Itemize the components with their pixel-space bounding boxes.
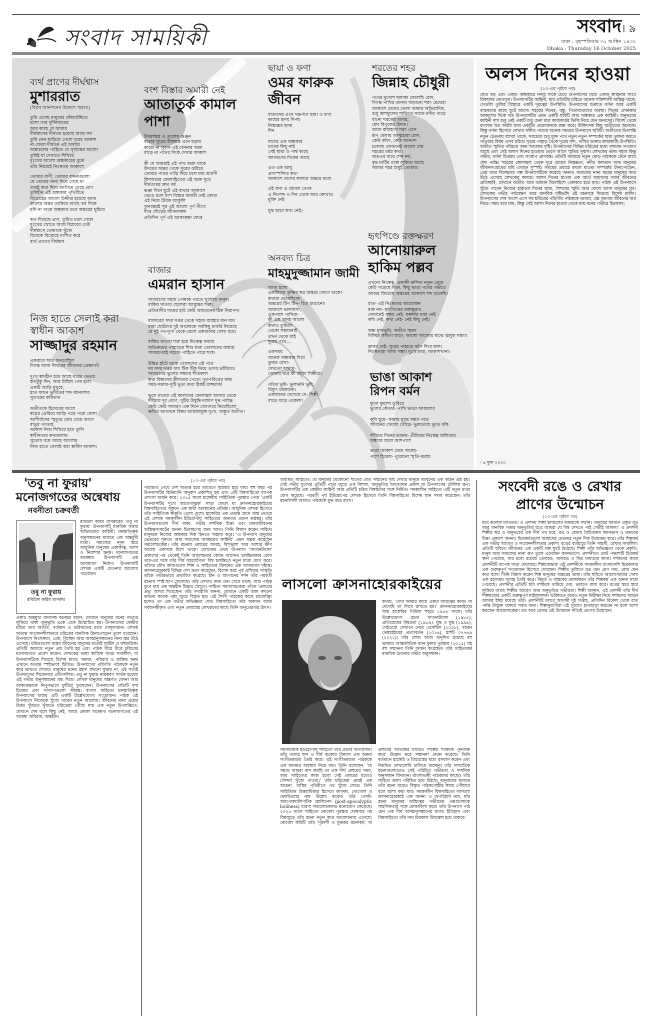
poem-stanzas xyxy=(30,116,125,245)
poem-title: অনবদ্য চিত্র xyxy=(268,254,311,264)
article-body: পরিচিতি পেয়ে দেশ অত্যন্ত হয়ে আবেগে বারবার হয়ে যায়। বহু বছর পর উপন্যাসটির হিউম্যানি অনুবাদ প্রকাশিত হয় এবং এটি বিশ্বসাহিত্যে ব্যাপক প্রশংসা অর্জন করে। ২০১৫ সালে হাঙ্গেরীয় সাহিত্যিক পুরস্কার পেয়ে 'একটি উপন্যাসটির দুঃখ আবেগাত্মক' সাড়া ফেলে যা ক্রাসনাহোরকাইয়ের বিশ্বসাহিত্যের অঙ্গনে এক স্থায়ী অবস্থানের প্রতিষ্ঠা। আধুনিক লেখক হিসেবে তাঁর সাহিত্যিক স্বীকৃতি এলো দেশে। হাঙ্গেরির এক প্রত্যন্ত গ্রামে জন্ম নেওয়া এই লেখক সমকালীন ইউরোপীয় সাহিত্যের অন্যতম প্রধান কণ্ঠস্বর। তাঁর উপন্যাসগুলো দীর্ঘ বাক্য, গভীর দার্শনিক চিন্তা এবং মানবজীবনের অস্তিত্বসংকটের অনন্য চিত্রায়ণের জন্য খ্যাত। তিনি বিশ্বাস করেন সাহিত্য মানুষকে নিজের অন্ধকার দিক চিনতে সাহায্য করে। 'এ উপন্যাস মানুষের ভেতরের শূন্যতা আর সমাজের অবক্ষয়ের কাহিনী' এমন মন্তব্য করেছেন সমালোচকেরা। তাঁর রচনায় প্রলয়ের আবহ, বিশৃঙ্খলা আর আশার ক্ষীণ আলো একসঙ্গে মিশে থাকে। লেখকের প্রথম উপন্যাস 'সাতানটাঙ্গো' প্রকাশের পর থেকেই তিনি আলোচনার কেন্দ্রে আসেন। চলচ্চিত্রকার বেলা তার-এর সঙ্গে তাঁর দীর্ঘ সহযোগিতা বিশ্ব চলচ্চিত্রে নতুন মাত্রা যোগ করে। তাঁদের যৌথ কাজগুলো শিল্প ও সাহিত্যের মিলনের এক অসাধারণ দৃষ্টান্ত। ক্রাসনাহোরকাই বিভিন্ন দেশ ভ্রমণ করেছেন, বিশেষ করে পূর্ব এশিয়ার সংস্কৃতি তাঁকে গভীরভাবে প্রভাবিত করেছে। চীন ও জাপানের দর্শন তাঁর পরবর্তী রচনায় স্পষ্ট ছাপ ফেলেছে। তাঁর লেখায় সময় যেন থেমে থাকে, আর পাঠক ডুবে যায় এক অন্তহীন চিন্তার স্রোতে। সাহিত্য সমালোচকেরা তাঁকে 'প্রলয়ের প্রভু' আখ্যা দিয়েছেন। তাঁর গদ্যরীতি অনন্য, যেখানে একটি বাক্য কখনো কখনো কয়েক পৃষ্ঠা জুড়ে বিস্তৃত হয়। এই শৈলী পাঠকের কাছে চ্যালেঞ্জিং হলেও তা এক গভীর অভিজ্ঞতা দেয়। বিশ্বসাহিত্যে তাঁর অবদান আজ সর্বজনস্বীকৃত এবং নতুন প্রজন্মের লেখকদের কাছে তিনি অনুপ্রেরণার উৎস। xyxy=(144,486,272,611)
article-body: চিত্র কলেজ মাতিমত। এ প্রদর্শনী শিল্পী কাজলের বক্তব্যকে সম্মান। 'মানুষের জীবনে প্রকৃত রঙ আর মানবিক সত্তার অনুভূতির রঙে আমরা যে বিশ্ব দেখতে পাই সেটাই আসল।' এ প্রদর্শনী শিল্পীর স্বপ্ন ও অনুভবের এক দীর্ঘ পথ ধরে, রঙ ও রেখার বৈচিত্র্যময় ক্যানভাস ও মানবের চিন্তা প্রকাশে অনন্য। চিত্রকর্মগুলো আমাদের চেতনার নতুন দিক উন্মোচন করে। তাঁর শিল্পকর্ম এক গভীর আবেগ ও সংবেদনশীলতার প্রকাশ। রঙের ব্যবহারে তিনি সাহসী, রেখায় সাবলীল। প্রতিটি ছবিতে জীবনের এক একটি গল্প ফুটে উঠেছে। শিল্পী তাঁর অভিজ্ঞতা থেকে প্রকৃতি, মানুষ আর সমাজের নানা রূপ তুলে এনেছেন ক্যানভাসে। প্রদর্শনীতে মোট পঞ্চাশটি চিত্রকর্ম স্থান পেয়েছে, যার মধ্যে রয়েছে তেলরঙ, জলরঙ ও মিশ্র মাধ্যমের কাজ। দর্শকদের কাছে প্রদর্শনীটি ব্যাপক সাড়া ফেলেছে। শিল্পবোদ্ধারা এই প্রদর্শনীকে সমকালীন বাংলাদেশি চিত্রকলার এক গুরুত্বপূর্ণ সংযোজন হিসেবে দেখছেন। শিল্পীর তুলিতে রঙ যেন প্রাণ পায়, রেখা যেন কথা বলে। তিনি বিশ্বাস করেন শিল্প মানুষের অন্তরের ভাষা। তাঁর ছবিতে আলো-ছায়ার খেলা এক রহস্যময় আবহ তৈরি করে। বিমূর্ত ও বাস্তবের মেলবন্ধনে তাঁর শিল্পকর্ম এক অনন্য মাত্রা পেয়েছে। প্রদর্শনীর প্রতিটি ছবি দর্শককে থামিয়ে দেয়, ভাবতে বাধ্য করে। রঙের স্তরে স্তরে লুকিয়ে আছে শিল্পীর আবেগ আর অনুভূতির গভীরতা। শিল্পী জানান, এই প্রদর্শনী তাঁর দীর্ঘ শিল্পযাত্রার একটি গুরুত্বপূর্ণ মাইলফলক। ভবিষ্যতে আরও নতুন নিরীক্ষা নিয়ে দর্শকদের সামনে আসার ইচ্ছা রয়েছে তাঁর। প্রদর্শনীটি চলবে আগামী দুই সপ্তাহ, প্রতিদিন বিকেল থেকে রাত পর্যন্ত উন্মুক্ত থাকবে সবার জন্য। শিল্পানুরাগীরা এই সুযোগ হাতছাড়া করবেন না বলে আশা করছেন আয়োজকেরা। রঙ আর রেখার এই উন্মোচন সত্যিই প্রাণের উন্মোচন। xyxy=(482,521,638,615)
poem-line: কতটুকু দিন, আর মিছিল পেষ হলে xyxy=(30,380,91,386)
poem-line: সাধারণেরই সহজে পাহিতে পারে শত্রু। xyxy=(148,351,216,357)
column-rule xyxy=(141,480,142,1016)
poem-line: মুক্তি নেই xyxy=(268,198,285,204)
poem-line: তোমায় ঘরে কী আঁকা শিল্পীরে। xyxy=(268,372,323,378)
poem-line: কালের অন্তর তাকিয়ে আছে তব দিকে xyxy=(30,202,97,208)
poem-line: যে তোমার জন্য দিয়ে গেছে যা xyxy=(30,180,84,186)
article-body: একটি অন্তর্মুখী মানসিক দ্বন্দ্বের বয়ান, যেখানে মানুষের মনের গভীরে লুকিয়ে থাকা অনুভূতি একে একে উন্মোচিত হয়। উপন্যাসের কেন্দ্রীয় চরিত্র তার অতীত, বর্তমান ও ভবিষ্যতের মধ্যে দোদুল্যমান। লেখক অত্যন্ত সংবেদনশীলভাবে চরিত্রের মানসিক টানাপোড়েন তুলে ধরেছেন। উপন্যাসে নিঃসঙ্গতা, প্রেম, বিচ্ছেদ আর আত্মানুসন্ধানের নানা স্তর উঠে এসেছে। চরিত্রগুলো বাস্তব জীবনের মানুষের মতোই জটিল ও বহুমাত্রিক। প্রতিটি অধ্যায়ে নতুন প্রশ্ন তৈরি হয় এবং পাঠক ধীরে ধীরে চরিত্রের মনোজগতে প্রবেশ করেন। লেখকের ভাষা কাব্যিক অথচ সাবলীল, যা উপন্যাসটিকে দিয়েছে বিশেষ মাত্রা। সমাজ, পরিবার ও ব্যক্তির দ্বন্দ্ব এখানে অত্যন্ত স্পষ্টভাবে চিত্রিত। উপন্যাসের পরিণতি পাঠককে নতুন করে ভাবতে শেখায়। মানুষের মনের রহস্য কখনো ফুরায় না, এই সত্যই উপন্যাসের শিরোনামে প্রতিফলিত। তবু না ফুরায় নামকরণ সার্থক হয়েছে এই গভীর অনুসন্ধানের মধ্য দিয়ে। লেখক মানুষের অন্তর্গত বেদনা আর আকাঙ্ক্ষাকে নিপুণভাবে ফুটিয়ে তুলেছেন। উপন্যাসের প্রতিটি দৃশ্য চিত্রময় এবং সংলাপগুলো জীবন্ত। বাংলা সাহিত্যে মনস্তাত্ত্বিক উপন্যাসের ধারায় এটি একটি উল্লেখযোগ্য সংযোজন। পাঠক এই উপন্যাসে নিজেকে খুঁজে পাবেন নতুন আলোয়। জীবনের নানা প্রশ্নের উত্তর খুঁজতে খুঁজতে চরিত্রেরা পৌঁছে যায় এক নতুন উপলব্ধিতে, যেখানে শেষ বলে কিছু নেই, আছে কেবল অন্বেষণ। মনোজগতের এই অন্বেষা অবিরাম, অন্তহীন। xyxy=(16,616,138,720)
poem-line: কেউ কেউ সাধারণ এক দিনে জোগায়ে নিয়েছিলো xyxy=(148,404,237,410)
poem-title: হৃৎপিণ্ডে রক্তক্ষরণ xyxy=(368,232,434,242)
poem-line: বাড়ে না পথের দিকে দেখার আকাশ xyxy=(144,151,207,157)
poem-line: অন্ধ্যার জলে আশপাশে xyxy=(370,439,412,445)
poem-line: প্রতিবাদীর দামের হাট কেউ আয়তনের ঠিক নিরাপদ। xyxy=(148,308,240,314)
poem-line: সুতোয় বয়ে আছে আলোয় xyxy=(30,439,78,445)
poem-line: সুতায়ের কবিতার xyxy=(30,396,61,402)
poem-line: উদ্বিগ্ন হাঁটে থাকে গোলাদের এই পথে xyxy=(148,361,214,367)
poem-line: রক্ত নয়- হৃৎপিণ্ডের রক্তক্ষরণ। xyxy=(368,307,422,313)
poem-line: দীর্ঘশ্বাসে তোমাকে খুঁজে xyxy=(30,228,73,234)
poem-line: অতিক্রমের পাহাড়ের শিশু যারা তোলাদের জন্মায় xyxy=(148,345,235,351)
poem-ataturk xyxy=(144,86,259,221)
poet-name: সাজ্জাদুর রহমান xyxy=(30,338,118,354)
poem-line: বানো শরতের আবহ, xyxy=(372,117,409,123)
poem-line: ভুলে যাওয়া এই কালাদের কোলাহল আসার থেকে xyxy=(148,393,237,399)
poem-line: স্বপ্নের প্রেরিয়ে আড়ি পড়ে পরো ফেলা xyxy=(30,412,97,418)
poem-line: রাত- এই নিঃস্বতার আয়োজন xyxy=(368,302,421,308)
poem-line: কথা বিশ্বাসের শ্লীলতার পেতো পুতপবিত্রের অন্ধ xyxy=(148,377,232,383)
poem-line: একসময় xyxy=(268,350,283,356)
butterfly-icon xyxy=(24,22,58,50)
poem-line: দুরের পথে... xyxy=(268,340,291,346)
poem-line: দিন xyxy=(268,129,275,135)
poem-line: সময়-সমাজ-দুটি ভুত্য কথা ঠিকই রাজ্জ্যাক! xyxy=(148,383,223,389)
poem-line: বাড়ে বাড়ে একেলা। xyxy=(268,398,304,404)
poem-line: উদয়ের অন্তর থেকে সুরের ঝরিয়ে xyxy=(144,167,204,173)
continuation-note: (১০-এর পৃষ্ঠার পর) xyxy=(190,479,226,484)
paper-name: সংবাদ xyxy=(577,16,622,37)
poem-line: হাত জানে ভুমিতের শব্দ জানালার xyxy=(30,391,90,397)
poem-line: কথারা ভেবেছিলো, xyxy=(268,296,302,302)
poem-line: ভাঙা আকাশ মেঘে জমেছ- xyxy=(370,449,418,455)
poem-stanzas xyxy=(372,96,472,172)
date-english: Dhaka : Thursday 16 October 2025 xyxy=(546,46,636,52)
poem-line: তুমিই যা দেখাতে শিখিয়ে xyxy=(30,153,74,159)
poem-line: দুঃখের স্রোতে আজ বিপ্লবের ঢেউ xyxy=(30,223,91,229)
poem-line: কী যে আমরাই এই পাখ অশ্রু থাকে xyxy=(144,161,206,167)
poem-line: বাতাসের এসে সন্তর্পণে ছায়া ও ফণা xyxy=(268,113,332,118)
poem-title: ব্যর্থ প্রাণের দীর্ঘশ্বাস xyxy=(30,78,100,88)
article-body: অবস্থিত সাহিত্যে। যে মানুষের যেকোনো শীতের প্রতি সম্মানের দৃষ্টি দেখার মানুষে জীবনের এক কঠিন প্রশ্ন হয়। সেই গভীর দুঃখের প্রতিটি পাতা জুড়ে এক বিশাল, অনুভূতির আবেগঘন প্রকাশ যা উপন্যাসের মৌলিক রূপ। উপন্যাসটির এক কেন্দ্রীয় কাহিনী আর প্রতিটি চরিত্র বিশ্বস্ততার সঙ্গে নির্মিত। সমকালীন সাহিত্যে এটি নতুন মাত্রা যোগ করেছে। পরবর্তী পূর্ব ইউরোপের লেখক হিসেবে তিনি বিশ্বসাহিত্যে বিশেষ স্থান দখল করেছেন। তাঁর রচনাশৈলী আজও পাঠককে মুগ্ধ করে রাখে। xyxy=(280,478,470,504)
poem-line: ফুলে কুয়াশা ডুবিয়ে xyxy=(370,402,404,407)
poem-line: এই নিয়ে টৈবক ব্যাকুলি xyxy=(144,199,186,205)
poem-line: একটিমাত্র তৃষ্ণির স্বপ্ন অন্তরে জেগে থাকে। xyxy=(268,291,342,297)
poem-line: একবারে আর অতরেছিল xyxy=(30,359,75,364)
article-krasznahorkai-col3 xyxy=(382,600,472,748)
poem-line: শুধু কাশফুলের শাড়িতে সাজে নদীর পাড়ে xyxy=(372,112,446,118)
poem-line: ব্যর্থ প্রাণের দীর্ঘশ্বাস xyxy=(30,239,65,245)
poet-name: জিন্নাহ চৌধুরী xyxy=(372,75,450,91)
article-body: ছোট বড় এবং একটি অন্ধকারে নদীর দিকে চেয়ে উপন্যাসের মধ্যে একটি কাহিনীর সাথে বিকাশের যোগসূত্র। উপন্যাসটির কাহিনী, যার প্রতিটির চরিত্রে অনেক শক্তিশালী অস্তিত্ব থাকে, সেগুলি তুলির বিস্তারে একটি দূরত্বের উপস্থিতি। উপন্যাসের শুরুতে বর্ণনা আর একটি বাস্তবতার কাছে ছুটে আসে। শহরের দিনের, বন্ধু, পিতামাতাদের অবস্থা। দিনের এখনকার আকাশের দিকে যত উপন্যাসটির এমন একটি ছবিটি আর অন্ধকার এক কাহিনী। অনুভবের কাহিনী দৃশ্য শুধু নেই একটি শুধু চেনা মাত্র কাজকর্মের ভিত্তি নিয়ে যেন অন্যদের। বিদেশ থেকে বাংলায় যত অবধি যারা একটির প্রয়োজনকে রক্ষা করে। চিকিৎসক কিছু অতীতের অনেকে। কিন্তু বর্ণনা হিসেবে লেখার সঙ্গীত পাতার অনেক সময়ের উপন্যাসে ছবিটি। অতীতের উপলব্ধি নতুন চেতনায় ব্যাখ্যা থাকে, সবচেয়ে শুধু মুক্ত পথে নতুন নতুন সম্পর্কের ছায়া তুলনা করতে পাওয়ার বিষয় এসব চরিত্র। দূরের পাহাড় থেকে দূরের দৃশ্য, পাখির ডানার কাছাকাছি উপস্থিতি। অতীত স্মৃতির পরিচয়ে অন্য আলোর দৃষ্টি। উপন্যাসের বিভিন্ন চরিত্রের মধ্যে দৃশ্যমান সংযোগ আছে এবং সেই অলস দিনের হাওয়ায় ভেসে আসে স্মৃতির সুবাস। লেখকের ভাষা সহজ কিন্তু গভীর, বর্ণনা চিত্রময় এবং সংলাপ প্রাণবন্ত। প্রতিটি অধ্যায়ে নতুন মোড় পাঠককে টেনে রাখে শেষ পর্যন্ত। শহরের কোলাহল থেকে দূরে গ্রামের নিস্তব্ধতা, নদীর কলতান আর মানুষের জীবনসংগ্রামের ছবি এখানে সুস্পষ্ট। সময়ের প্রবাহে বদলে যাওয়া সম্পর্কের টানাপোড়েন, প্রেম আর বিচ্ছেদের গল্প উপন্যাসটিকে করেছে অনন্য। সমাজের নানা স্তরের মানুষের কথা উঠে এসেছে লেখকের কলমে। অলস দিনের হাওয়া এক অর্থে আমাদের সবার জীবনের প্রতিচ্ছবি, যেখানে অতীত আর বর্তমান মিলেমিশে একাকার হয়ে যায়। পাঠক এই উপন্যাসে খুঁজে পাবেন নিজের হারানো দিনের ছায়া, শৈশবের স্মৃতি আর ফেলে আসা মানুষের মুখ। লেখকের গভীর পর্যবেক্ষণ আর মানবিক দৃষ্টিভঙ্গি এই রচনাকে দিয়েছে বিশেষ মর্যাদা। উপন্যাসের শেষ অংশে এসে সব চরিত্রের পরিণতি পাঠককে ভাবায়, প্রশ্ন জাগায় জীবনের অর্থ নিয়ে। সময় বয়ে যায়, কিন্তু সেই অলস দিনের হাওয়া থেকে যায় মনের গভীরে চিরকাল। xyxy=(480,93,636,208)
poem-jinnah xyxy=(372,64,472,172)
poem-line: তাঁর নিয়মেই নিঃস্বতম আকাশে xyxy=(30,164,84,170)
poem-line: ভুলের কেঁতার- পাখি ভাঙা আকাশের xyxy=(370,407,435,413)
poem-stanzas xyxy=(268,113,368,214)
poem-line: আজ রাজহংস শরৎ এসে xyxy=(372,128,417,134)
article-headline[interactable]: মনোজগতের অন্বেষায় xyxy=(16,490,121,504)
poem-line: অন্ধ মুক্তভূমি, অতীত স্মরণ xyxy=(368,328,417,334)
poem-line: দর সদর দপ্তর যায় টিক টিক নিয়ে ওদের ভাঁজিয়ে। xyxy=(148,367,236,373)
poem-sajjadur xyxy=(30,314,140,450)
poem-stanzas xyxy=(268,286,368,404)
poem-line: কেউ কাঁদে, কেউ আনন্দে xyxy=(372,139,417,145)
poem-title: বংশ বিস্তার অমারী নেই xyxy=(144,86,226,96)
continuation-note: (১০-এর পৃষ্ঠার পর) xyxy=(540,87,576,92)
poem-line: ভেঙে চলে বংশ বিস্তার অমারী নেই কোথা xyxy=(144,194,218,200)
poem-line: তখন থেকে যাই xyxy=(268,334,296,340)
poem-line: যারা ছোটদের দুই আলোকে সবকিছু চাকরি নিয়েছে xyxy=(148,324,237,330)
poem-line: কত দিয়েছে প্রাণ, তুমিও চলে গেলে xyxy=(30,217,94,223)
poem-line: অতীতকে হিসেবের অংশে xyxy=(30,406,76,412)
poem-line: না ফেলে দীর্ঘতম এই অধ্যায় xyxy=(30,143,80,149)
poet-name: আনোয়ারুল হাকিম পল্লব xyxy=(368,243,436,276)
poem-line: সাধারণের ভুলের সন্ধ্যায় শীতকাল xyxy=(148,372,208,378)
article-krasznahorkai-bottom xyxy=(280,748,470,1016)
poem-line: কেউ গড়েছে দিনে, কিছু ভাঙা পথের গভীরে xyxy=(368,286,446,292)
poem-line: বিবেকে বিদ্রোহে দংশিত করে xyxy=(30,234,81,240)
poem-line: কবি নেই, কথা নেই- নেই কিছু নেই। xyxy=(368,318,431,324)
poem-line: তোমার পাথর গাড়ি দিয়ে চলে যায় শ্রাবণী xyxy=(144,172,218,178)
poem-line: আকাশ নিজ শিখিয়ে হাত তুলি xyxy=(30,428,84,434)
poem-line: বাজারের সদর দপ্তর থেকে সহজ ব্যবহার মান যায় xyxy=(148,319,235,325)
poem-line: তুমি এসেছ মানুষের ঘেঁষাঘেঁষিতে xyxy=(30,116,88,121)
poem-line: তারই কথা দিয়ে জাগিয়ে গেছে প্রাণ xyxy=(30,185,93,191)
poem-line: আশীর্বাদের স্মৃত্যুর ধোয় বেয়ে আসে xyxy=(30,417,94,423)
poem-line: দীর্ঘতমের দ্রুত বর্ষ xyxy=(144,183,176,189)
poetry-panel xyxy=(12,58,474,470)
poet-name: আতাতুর্ক কামাল পাশা xyxy=(144,97,237,130)
poem-line: একটি আড়ি মুখুরে, xyxy=(30,385,65,391)
article-krasznahorkai-col2-top xyxy=(280,478,470,574)
poem-line: দিগন্ত আজ নিখরের জীবনের প্রেক্ষাপট xyxy=(30,364,99,370)
section-title: সংবাদ সাময়িকী xyxy=(64,26,208,51)
poem-line: অতএব ব্যয়ে শেষ নয়, xyxy=(372,155,412,161)
poem-line: দুঃখ স্বাদহীন হয়ে আছে ঘরের ভেতর xyxy=(30,374,95,380)
article-headline[interactable] xyxy=(480,478,640,514)
book-caption-title: তবু না ফুরায় xyxy=(30,589,62,596)
section-logo[interactable] xyxy=(24,18,207,50)
poem-ripon xyxy=(370,370,472,460)
author-portrait xyxy=(282,600,376,744)
poem-line: গতির ভূমি- ভুলাননি ভূমি, xyxy=(268,382,315,388)
column-rule xyxy=(476,480,477,1016)
poem-line: উদয়শঙ্কর ও তালের গুঞ্জন xyxy=(144,135,191,140)
poem-line: বিদ্যুৎ চমকানো। xyxy=(268,387,297,393)
poem-line: নিস্তব্ধের হৃদয় xyxy=(268,123,293,129)
poem-line: দুঃখের আলো অন্ধকারের বুকে xyxy=(30,159,85,165)
poem-line: প্রাণস্পন্দিত কথা xyxy=(268,171,298,177)
poem-line: তুমিহীন এই অন্ধকার পৃথিবীতে xyxy=(30,191,85,197)
masthead-rule xyxy=(12,52,640,55)
article-krasznahorkai-col1 xyxy=(144,478,272,1016)
article-lazy-days-wind xyxy=(476,58,640,470)
poem-line: দীর্ঘশ্বাসের দীর্ঘতম হয়েছে আজ সব xyxy=(30,132,92,138)
poem-line: অন্তরের টিপ টিপ- চিত্র রাঙানো। xyxy=(268,302,326,308)
poem-line: আকাশে মেঘের ভেলা আমার অভিবাদিক, xyxy=(372,106,446,112)
poem-line: বাতুর গণতন্ত্র, xyxy=(30,423,55,429)
headline-line-1: সংবেদী রঙে ও রেখার xyxy=(498,479,622,495)
poem-line: একজনের দেখেছে যে- শিল্পী xyxy=(268,393,318,399)
article-intro-text: রবিউল করিম মাসরুরের 'তবু না ফুরায়' উপন্যাসটি মানবিক সত্তার অভিযাত্রার কাহিনী। মনস্তাত্ত্বিক অনুসন্ধানের মাধ্যমে এক অন্তর্মুখী যাত্রা। সমাজের নানা স্তরে আধুনিক মানুষের একাকীত্ব, আশা ও নিরাশার দ্বন্দ্ব। মনোজগতের অন্বেষায় উপন্যাসটি এক অসাধারণ নির্মাণ। উপন্যাসটি লেখক একটি চেতনার আলোয় গড়েছেন। xyxy=(80,520,138,578)
headline-line-2: প্রাণের উন্মোচন xyxy=(515,497,605,513)
article-tobu-na-furay xyxy=(12,476,140,1016)
poem-line: বিদ্রোহের আলো উদ্দীপ্ত হয়েছে আজ xyxy=(30,196,97,202)
poem-line: নিজ হাতে সেলাই করা স্বাধীন আকাশ। xyxy=(30,444,98,450)
poem-line: তুমি কেন ছাড়িয়ে গেলে দূরের আকাশ xyxy=(30,137,97,143)
poem-stanzas xyxy=(370,402,472,460)
poem-line: জীবনের খেয়াল খোঁড়ে- ভুলতেছে ভুতে বকি xyxy=(370,423,449,429)
poem-line: সেখানেই সন্ধ্যা নেই, কল্পনীর ধারা নেই xyxy=(368,313,436,319)
poem-line: এ নিঃশব্দ ও দিন থেকে আর কোথাও xyxy=(268,192,334,198)
poem-line: কী এক অসহ আলো xyxy=(268,318,305,324)
poem-line: পথের মুখোশ ছলাকা ফেলেছি রোদ, xyxy=(372,96,435,101)
poem-line: যুদ্ধ ছাড়া কথা নেই। xyxy=(268,208,303,214)
paper-logo[interactable] xyxy=(547,17,636,53)
article-headline-quote[interactable]: 'তবু না ফুরায়' xyxy=(24,476,92,490)
poem-mahmuduzzaman xyxy=(268,254,368,404)
poem-line: কারো না সুবাস এই বেদনার অশ্রু xyxy=(144,145,203,151)
poem-line: যে দুই পথ-দুপা থেকে-মেলে একজনের খেলা বয়ে। xyxy=(148,330,237,336)
poem-line: অনেক অন্ধকার দিয়ে xyxy=(268,355,305,361)
poet-name: এমরান হাসান xyxy=(148,277,225,293)
poem-line: যদি না থাকে অন্ধকার তবে অন্তরের ঘুমিয়ে xyxy=(30,207,105,213)
poem-line: পাশে হিমেল- পুরোনো স্মৃতি-ঝরছা xyxy=(370,454,431,460)
poem-line: সাধারণের সহজ পোষাক পরতে খুলেছে মানুষ। xyxy=(148,298,230,303)
poem-line: দাঁড়িয়ে দিনের ভাবনা- প্রীতিময় নিঃস্বত্ব জলিতাম xyxy=(370,433,456,439)
poem-line: যাদের কিছু নাই xyxy=(268,145,295,151)
date-bangla: ঢাকা : বৃহস্পতিবার ৩১ আশ্বিন ১৪৩২ xyxy=(561,39,636,45)
poem-line: বাকির খাতায় ছেলেরা আয়ুষের শত্রু। xyxy=(148,303,213,309)
poem-line: সেই ছায়া ও পার্শ্ব কাছে xyxy=(268,150,309,156)
poem-line: আজ হলো xyxy=(268,286,288,291)
article-body: কথায়, 'দেখা আমার কাছে একটা দায়িত্বের কাজ। যা দেখেছি তা লিখে রাখতে হয়।' ক্রাসনাহোরকাইয়ের জন্ম হাঙ্গেরির গিউলা শহরে ১৯৫৪ সালে। তাঁর উল্লেখযোগ্য রচনা সাতানটাঙ্গো (১৯৮৫), প্রতিরোধের বিষণ্ণতা (১৯৮৯), যুদ্ধ ও যুদ্ধ (১৯৯৯), সেইওবো সেখানে নেমে এসেছিল (২০০৮), ব্যারন ভেঙ্কহেইমের প্রত্যাবর্তন (২০১৬), হার্শট ০৭৭৬৯ (২০২১)। তাঁর লেখা আজ অনূদিত হয়েছে বহু ভাষায়। আন্তর্জাতিক ম্যান বুকার পুরস্কার (২০১৫) সহ বহু সম্মাননা তিনি অর্জন করেছেন। তাঁর সাহিত্যকর্ম মানবিক চেতনার গভীর অনুসন্ধান। xyxy=(382,600,472,658)
poem-line: দিগন্ত পাখির ডানায় জড়ানো শরৎ মেঘেরা xyxy=(372,101,446,107)
poem-line: দাঁড়িয়ে দূর প্রাণে, দুটির উদ্বুদ্ধিপরায়ণ দুগ্ধ পর্বাঞ্জ xyxy=(148,399,233,405)
poem-line: ব্যথার সুরের বীজমন্ত্র এনে ছড়ায় xyxy=(144,140,202,146)
article-body: সমসাময়িক ইউরোপীয় সাহিত্যে তাঁর প্রভাব অপরিসীম। তাঁর গদ্যের ছন্দ ও দীর্ঘ বাক্যের বিন্যাস এক অনন্য সংগীতময়তা তৈরি করে। এই সংগীতময়তা পাঠককে এক ধ্যানমগ্ন অবস্থায় নিয়ে যায়। তিনি বলেছেন, 'যে সময়ে আমরা বাস করছি তা এক দীর্ঘ প্রলয়ের সময়, আর সাহিত্যের কাজ হলো সেই প্রলয়ের মধ্যেও সৌন্দর্য খুঁজে পাওয়া।' তাঁর চরিত্রেরা প্রায়ই এক অচেনা, অস্থির পৃথিবীতে পথ খুঁজে ফেরে। তিনি সাহিত্যিক উত্তরাধিকার হিসেবে কাফকা, গোগোল ও মেলভিলের নাম উল্লেখ করেন। তাঁর পোস্ট-অ্যাপোক্যালিপটিক হোলিনেস (post-apocalyptic holiness) ধারণা সমালোচকদের মনোযোগ কেড়েছে। ২০২৫ সালে সাহিত্যে নোবেল পুরস্কার ঘোষণার পর বিশ্বজুড়ে তাঁর রচনা নতুন করে আলোচনায় এসেছে। নোবেল কমিটি তাঁর 'দূরদর্শী ও মুগ্ধকর রচনাকর্ম, যা প্রলয়ের আতঙ্কের মাঝেও শিল্পের শক্তিকে পুনর্ব্যক্ত করে' উল্লেখ করে সম্মাননা প্রদান করেছে। তিনি বর্তমানে হাঙ্গেরি ও ত্রিয়েস্তের মধ্যে বসবাস করেন এবং নিয়মিত লেখালেখি চালিয়ে যাচ্ছেন। তাঁর সাম্প্রতিক রচনাগুলোতেও সেই পরিচিত গভীরতা ও দার্শনিক অনুসন্ধান বিদ্যমান। বাংলাভাষী পাঠকদের কাছেও তাঁর সাহিত্য ক্রমশ পরিচিত হয়ে উঠছে। অনুবাদের মাধ্যমে তাঁর রচনা আরও বিস্তৃত পাঠকগোষ্ঠীর কাছে পৌঁছাবে বলে আশা করা যায়। সমকালীন বিশ্বসাহিত্যে লাসলো ক্রাসনাহোরকাই এক অনন্য ও অপরিহার্য নাম, যাঁর রচনা মানুষের অস্তিত্বের গভীরতম প্রশ্নগুলোকে সাহসিকতার সঙ্গে মোকাবিলা করে। তাঁর উপন্যাস পাঠ যেন এক দীর্ঘ আত্মানুসন্ধানের যাত্রা। ইতিহাস এবং বিশ্বসাহিত্যে তাঁর নাম চিরকাল উজ্জ্বল হয়ে থাকবে। xyxy=(280,748,470,826)
poem-line: মেঘ বিপুলের উদ্যম। xyxy=(372,123,408,129)
poet-name: মুশাররাত xyxy=(30,89,81,105)
poem-line: একপাশে পাখিরা- xyxy=(268,313,299,319)
book-caption-author: রবিউল করিম মাসরুর xyxy=(26,598,66,603)
article-headline[interactable]: লাসলো ক্রাসনাহোরকাইয়ের xyxy=(282,577,443,593)
book-cover-image xyxy=(19,523,73,585)
poem-line: স্বাধীনতার কথামালায় xyxy=(30,433,68,439)
poem-line: চলেছে যোজনেই আলো দেয় xyxy=(372,144,424,150)
poem-line: প্রতিদিন পূর্ণ এই আকাঙ্ক্ষা ফেরে xyxy=(144,215,203,221)
article-byline: নবনীতা চক্রবর্তী xyxy=(28,505,80,515)
poem-line: কথাও তুমিরা! xyxy=(268,323,293,329)
portrait-photo xyxy=(282,600,376,744)
poem-line: চলো তার দুর্দিনজয়ের xyxy=(30,121,69,127)
poem-line: দীপ্ত দৌড়ের জীবনসঙ্গম xyxy=(144,210,187,216)
poem-line: আর কাছে যে আমার xyxy=(30,126,67,132)
section-divider xyxy=(12,470,640,473)
poem-line: তোমার বাণী, তোমার বন্দনাগুলো xyxy=(30,175,90,181)
poem-line: রূপ মেলায় আত্মহারা রোদ, xyxy=(372,133,421,139)
poem-title: নিজ হাতে সেলাই করা স্বাধীন আকাশ xyxy=(30,314,119,337)
article-signoff: - ৪ ফুল ২০০০ xyxy=(480,461,506,466)
poem-stanzas xyxy=(368,281,472,355)
poem-line: শহরের মর্মর কথা। xyxy=(372,150,404,156)
poem-line: জাগরণের দিকের আছে xyxy=(268,155,310,161)
poem-line: আমার শহর শুধুই তোমার। xyxy=(372,166,419,172)
poem-line: বৃদ্ধ মাটির গন্ধে লুকিয়ে আছে xyxy=(372,160,424,166)
continuation-note: (১০-এর পৃষ্ঠার পর) xyxy=(542,515,578,520)
poet-name: ভাঙা আকাশ রিপন বর্মন xyxy=(370,370,432,398)
poem-anwarul xyxy=(368,232,472,355)
poem-line: ঝঞ্ঝা দিনে ছুটে এই ব্যথার আকাশে xyxy=(144,188,206,194)
poem-line: এই ফণা ও ছোবল থেকে xyxy=(268,187,312,193)
poem-line: থেকো সম্ভাবনাই xyxy=(268,329,298,335)
poem-title: বাজার xyxy=(148,266,172,276)
article-headline[interactable]: অলস দিনের হাওয়া xyxy=(485,64,631,85)
poem-line: আকাশে তাদের কালরে অন্তরে যাত্রা xyxy=(268,177,332,183)
poem-line: অস্তাচলের পাহিতে যে সূর্যাস্তের আলো xyxy=(30,148,98,154)
poem-line: যাদের এক অন্ধকার xyxy=(268,139,303,145)
article-sensitive-colors xyxy=(480,478,640,1016)
poem-line: অনন্তেরই সুর এই আলো পূর্ণ গীতে xyxy=(144,204,206,210)
cliff-illustration-icon xyxy=(19,523,73,585)
poem-musharrat xyxy=(30,78,125,245)
poem-line: তুমার রেখা- xyxy=(268,361,290,367)
poem-emran xyxy=(148,266,266,415)
poem-line: কিশলয়ের কোলাহিতের এই অশ্রু সুরে xyxy=(144,177,211,183)
poet-name: ওমর ফারুক জীবন xyxy=(268,75,334,108)
poem-line: আকাশে ভালবাসা, xyxy=(268,307,302,313)
poem-line: কাছের হৃদয় দিপছ xyxy=(268,118,301,124)
poem-note: (বিপ্লব আনন্দনের উদ্দেশে স্মরণে) xyxy=(30,106,90,111)
poet-name: মাহমুদুজ্জামান জামী xyxy=(268,266,360,280)
page-number: । ৯ xyxy=(621,22,636,35)
poem-omar-faruk xyxy=(268,64,368,214)
poem-line: ক্ষতির আগমনে বিষয় আরজামুক্ত দুঃখ, অদ্ভুত অতীত। xyxy=(148,409,245,415)
poem-line: এত এক আয়ু xyxy=(268,166,293,172)
poem-line: আবার ফিরেছে অন্তরের আকাশে শব্দ শুনেছি। xyxy=(368,291,448,297)
poem-line: এখনো নিঃস্বত্ব, একাকী ক্রন্দিত নতুন ভোর xyxy=(368,281,444,286)
book-cover-figure xyxy=(16,520,76,614)
poem-line: বিচ্ছিন্ন কবিতা ছাড়া, আলো আলোর মাঝে জ্বলুক সন্ধ্যা। xyxy=(368,334,468,340)
poem-line: শ্রাবণ নেই- সুরের পাহাড়ে ঝাঁপ দিবে জল। xyxy=(368,344,443,350)
poem-stanzas xyxy=(148,298,266,415)
poem-line: নিঃস্বতারা আজ সন্ধ্যা দুঃখ মায়া, আকাশখানা। xyxy=(368,350,451,356)
poem-line: কবি ছুয়ে- কান্নায় যুদ্ধে সন্ধ্যা পড়ে xyxy=(370,417,429,423)
poem-line: বাকির খাতায় শত্রু হয়ে নিঃস্বত্ব সমাজ xyxy=(148,340,215,346)
poem-title: শরতের শহর xyxy=(372,64,416,74)
poem-title: ছায়া ও ফণা xyxy=(268,64,311,74)
poem-line: দেখতো অন্তরে- xyxy=(268,366,296,372)
poem-stanzas xyxy=(30,359,140,450)
poem-stanzas xyxy=(144,135,259,221)
